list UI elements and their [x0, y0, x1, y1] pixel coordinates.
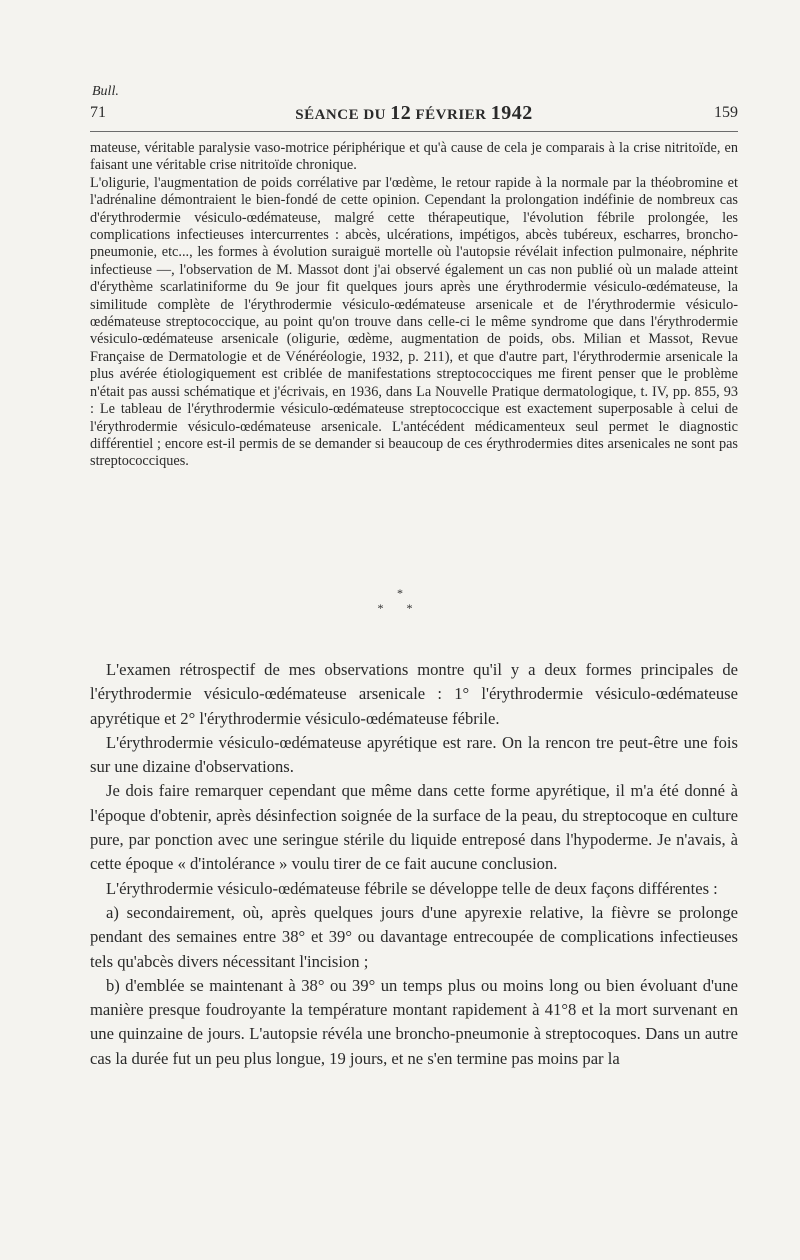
section-separator-star: * [397, 586, 403, 600]
section-separator-stars: * * [377, 601, 423, 615]
small-paragraph: mateuse, véritable paralysie vaso-motrice périphérique et qu'à cause de cela je comparais à la crise nitritoïde, en faisant une véritable crise nitritoïde chronique. [90, 140, 738, 174]
page-title [90, 102, 738, 125]
small-paragraph: L'oligurie, l'augmentation de poids corrélative par l'œdème, le retour rapide à la normale par la théobromine et l'adrénaline démontraient le bien-fondé de cette opinion. Cependant la prolongation indéfinie de nombreux cas d'érythrodermie vésiculo-œdémateuse, malgré cette thérapeutique, l'évolution fébrile prolongée, les complications infectieuses intercurrentes : abcès, ulcérations, impétigos, abcès tubéreux, escharres, broncho-pneumonie, etc..., les formes à évolution suraiguë mortelle où l'autopsie révélait infection pulmonaire, néphrite infectieuse —, l'observation de M. Massot dont j'ai observé également un cas non publié où un malade atteint d'érythème scarlatiniforme du 9e jour fit quelques jours après une érythrodermie vésiculo-œdémateuse, la similitude complète de l'érythrodermie vésiculo-œdémateuse arsenicale et de l'érythrodermie vésiculo-œdémateuse streptococcique, au point qu'on trouve dans celle-ci le même syndrome que dans l'érythrodermie vésiculo-œdémateuse arsenicale (oligurie, œdème, augmentation de poids, obs. Milian et Massot, Revue Française de Dermatologie et de Vénéréologie, 1932, p. 211), et que d'autre part, l'érythrodermie arsenicale la plus avérée étiologiquement est criblée de manifestations streptococciques me firent penser que le problème n'était pas aussi schématique et j'écrivais, en 1936, dans La Nouvelle Pratique dermatologique, t. IV, pp. 855, 93 : Le tableau de l'érythrodermie vésiculo-œdémateuse streptococcique est exactement superposable à celui de l'érythrodermie vésiculo-œdémateuse arsenicale. L'antécédent médicamenteux seul permet le diagnostic différentiel ; encore est-il permis de se demander si beaucoup de ces érythrodermies dites arsenicales ne sont pas streptococciques. [90, 174, 738, 470]
main-paragraph: b) d'emblée se maintenant à 38° ou 39° un temps plus ou moins long ou bien évoluant d'une manière presque foudroyante la température montant rapidement à 41°8 et la mort survenant en une quinzaine de jours. L'autopsie révéla une broncho-pneumonie à streptocoques. Dans un autre cas la durée fut un peu plus longue, 19 jours, et ne s'en termine pas moins par la [90, 975, 738, 1068]
main-paragraph: L'érythrodermie vésiculo-œdémateuse fébrile se développe telle de deux façons différentes : [106, 878, 718, 898]
main-paragraph: a) secondairement, où, après quelques jours d'une apyrexie relative, la fièvre se prolonge pendant des semaines entre 38° et 39° ou davantage entrecoupée de complications infectieuses tels qu'abcès divers nécessitant l'incision ; [90, 902, 738, 971]
main-text-block [90, 658, 738, 1071]
page-header [90, 100, 738, 126]
main-paragraph: Je dois faire remarquer cependant que même dans cette forme apyrétique, il m'a été donné à l'époque d'obtenir, après désinfection soignée de la surface de la peau, du streptocoque en culture pure, par ponction avec une seringue stérile du liquide entreposé dans l'hypoderme. Je n'avais, à cette époque « d'intolérance » voulu tirer de ce fait aucune conclusion. [90, 781, 738, 874]
title-day: 12 [390, 102, 412, 124]
title-year: 1942 [490, 102, 533, 124]
main-paragraph: L'érythrodermie vésiculo-œdémateuse apyrétique est rare. On la rencon tre peut-être une fois sur une dizaine d'observations. [90, 732, 738, 777]
small-print-block [90, 140, 738, 471]
right-page-number: 159 [714, 104, 738, 121]
bulletin-annotation: Bull. [92, 84, 119, 99]
header-rule [90, 131, 738, 132]
main-paragraph: L'examen rétrospectif de mes observations montre qu'il y a deux formes principales de l'érythrodermie vésiculo-œdémateuse arsenicale : 1° l'érythrodermie vésiculo-œdémateuse apyrétique et 2° l'érythrodermie vésiculo-œdémateuse fébrile. [90, 660, 738, 728]
title-prefix: SÉANCE DU [295, 107, 386, 123]
left-page-number: 71 [90, 104, 106, 121]
title-month: FÉVRIER [415, 107, 487, 123]
